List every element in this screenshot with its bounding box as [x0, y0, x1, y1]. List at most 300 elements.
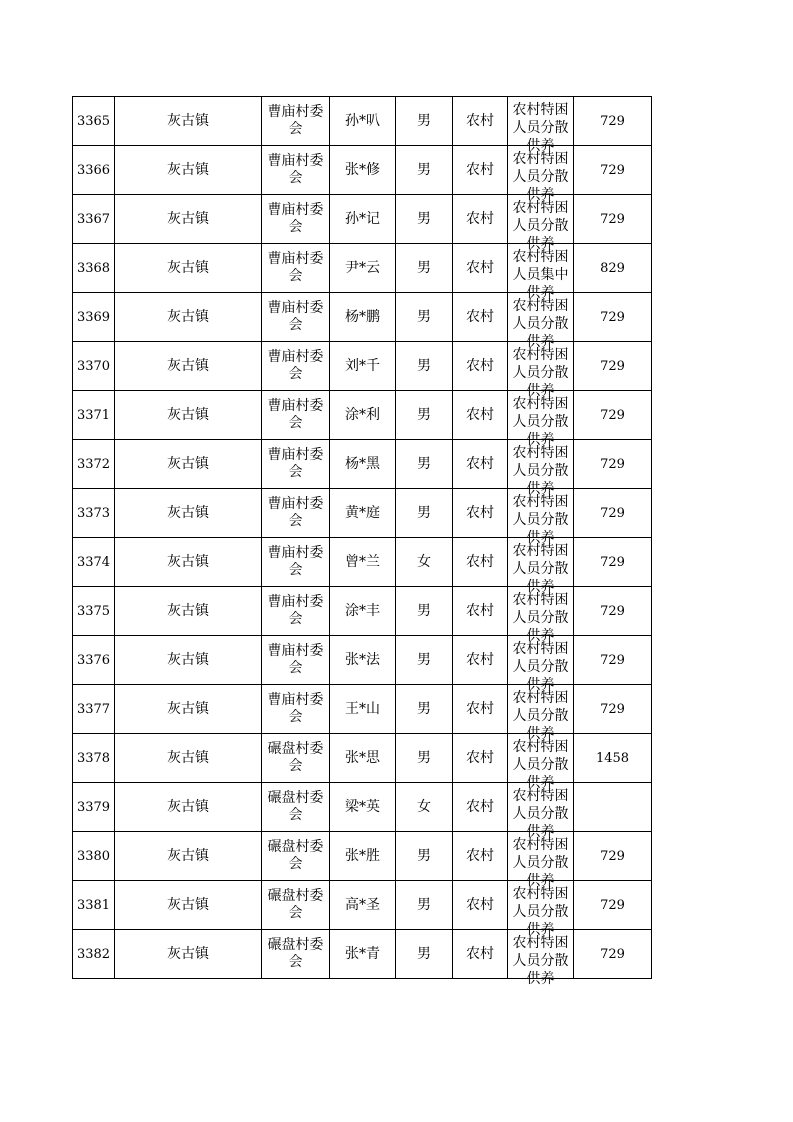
amount-cell — [574, 342, 652, 391]
residence-type: 农村 — [466, 602, 494, 619]
person-name: 刘*千 — [345, 357, 380, 374]
gender-cell — [396, 440, 453, 489]
serial-number-cell — [73, 97, 115, 146]
person-name: 孙*叭 — [345, 112, 380, 129]
serial-number: 3365 — [76, 113, 111, 129]
village-committee: 曹庙村委会 — [267, 398, 324, 431]
serial-number: 3374 — [76, 554, 111, 570]
residence-type: 农村 — [466, 945, 494, 962]
gender-cell — [396, 685, 453, 734]
gender-cell — [396, 146, 453, 195]
village-committee-cell — [262, 195, 330, 244]
village-committee: 曹庙村委会 — [267, 202, 324, 235]
serial-number: 3366 — [76, 162, 111, 178]
person-name-cell — [330, 342, 396, 391]
village-committee: 碾盘村委会 — [267, 888, 324, 921]
amount: 729 — [600, 407, 625, 423]
village-committee: 曹庙村委会 — [267, 496, 324, 529]
gender: 男 — [417, 504, 431, 521]
person-name-cell — [330, 293, 396, 342]
residence-type-cell — [453, 342, 508, 391]
serial-number: 3380 — [76, 848, 111, 864]
residence-type-cell — [453, 685, 508, 734]
gender: 男 — [417, 308, 431, 325]
amount-cell — [574, 244, 652, 293]
town-cell — [115, 97, 262, 146]
town-cell — [115, 538, 262, 587]
support-category-cell — [508, 734, 574, 791]
person-name-cell — [330, 440, 396, 489]
residence-type: 农村 — [466, 357, 494, 374]
gender-cell — [396, 930, 453, 979]
village-committee-cell — [262, 930, 330, 979]
support-category-cell — [508, 195, 574, 252]
village-committee-cell — [262, 97, 330, 146]
residence-type: 农村 — [466, 455, 494, 472]
residence-type: 农村 — [466, 749, 494, 766]
town-name: 灰古镇 — [167, 602, 209, 619]
village-committee-cell — [262, 538, 330, 587]
serial-number-cell — [73, 195, 115, 244]
amount: 729 — [600, 701, 625, 717]
residence-type-cell — [453, 97, 508, 146]
table-row — [73, 587, 652, 636]
gender-cell — [396, 832, 453, 881]
town-name: 灰古镇 — [167, 406, 209, 423]
gender: 男 — [417, 259, 431, 276]
gender: 男 — [417, 700, 431, 717]
serial-number: 3382 — [76, 946, 111, 962]
table-row — [73, 636, 652, 685]
town-cell — [115, 930, 262, 979]
residence-type-cell — [453, 832, 508, 881]
serial-number-cell — [73, 685, 115, 734]
amount-cell — [574, 146, 652, 195]
town-name: 灰古镇 — [167, 308, 209, 325]
serial-number: 3368 — [76, 260, 111, 276]
person-name: 高*圣 — [345, 896, 380, 913]
gender-cell — [396, 391, 453, 440]
serial-number: 3373 — [76, 505, 111, 521]
table-row — [73, 685, 652, 734]
village-committee-cell — [262, 685, 330, 734]
table-row — [73, 832, 652, 881]
village-committee: 曹庙村委会 — [267, 545, 324, 578]
support-category: 农村特困人员分散供养 — [512, 837, 569, 889]
residence-type: 农村 — [466, 700, 494, 717]
support-category: 农村特困人员分散供养 — [512, 200, 569, 252]
table-row — [73, 734, 652, 783]
person-name-cell — [330, 489, 396, 538]
person-name-cell — [330, 832, 396, 881]
amount: 829 — [600, 260, 625, 276]
village-committee: 曹庙村委会 — [267, 300, 324, 333]
village-committee-cell — [262, 244, 330, 293]
town-cell — [115, 293, 262, 342]
gender-cell — [396, 587, 453, 636]
village-committee: 曹庙村委会 — [267, 104, 324, 137]
person-name: 孙*记 — [345, 210, 380, 227]
serial-number-cell — [73, 342, 115, 391]
person-name: 张*法 — [345, 651, 380, 668]
town-cell — [115, 489, 262, 538]
town-cell — [115, 881, 262, 930]
support-category-cell — [508, 293, 574, 350]
amount-cell — [574, 587, 652, 636]
serial-number-cell — [73, 489, 115, 538]
gender-cell — [396, 489, 453, 538]
beneficiary-table — [72, 96, 652, 987]
town-name: 灰古镇 — [167, 896, 209, 913]
town-name: 灰古镇 — [167, 210, 209, 227]
village-committee: 曹庙村委会 — [267, 643, 324, 676]
town-cell — [115, 146, 262, 195]
gender: 男 — [417, 161, 431, 178]
gender-cell — [396, 783, 453, 832]
serial-number: 3378 — [76, 750, 111, 766]
support-category: 农村特困人员分散供养 — [512, 592, 569, 644]
support-category: 农村特困人员分散供养 — [512, 445, 569, 497]
amount-cell — [574, 685, 652, 734]
amount-cell — [574, 293, 652, 342]
residence-type-cell — [453, 587, 508, 636]
support-category: 农村特困人员分散供养 — [512, 739, 569, 791]
amount-cell — [574, 195, 652, 244]
residence-type-cell — [453, 783, 508, 832]
amount: 729 — [600, 603, 625, 619]
residence-type: 农村 — [466, 406, 494, 423]
village-committee-cell — [262, 342, 330, 391]
serial-number-cell — [73, 391, 115, 440]
person-name-cell — [330, 146, 396, 195]
village-committee: 曹庙村委会 — [267, 153, 324, 186]
village-committee-cell — [262, 832, 330, 881]
amount-cell — [574, 97, 652, 146]
support-category: 农村特困人员分散供养 — [512, 494, 569, 546]
gender: 男 — [417, 602, 431, 619]
residence-type-cell — [453, 293, 508, 342]
support-category: 农村特困人员分散供养 — [512, 788, 569, 840]
village-committee-cell — [262, 587, 330, 636]
serial-number-cell — [73, 783, 115, 832]
gender-cell — [396, 97, 453, 146]
village-committee-cell — [262, 489, 330, 538]
support-category: 农村特困人员分散供养 — [512, 102, 569, 154]
residence-type-cell — [453, 391, 508, 440]
person-name-cell — [330, 783, 396, 832]
person-name-cell — [330, 685, 396, 734]
town-cell — [115, 734, 262, 783]
village-committee: 碾盘村委会 — [267, 937, 324, 970]
village-committee: 曹庙村委会 — [267, 447, 324, 480]
serial-number-cell — [73, 146, 115, 195]
town-name: 灰古镇 — [167, 455, 209, 472]
support-category-cell — [508, 881, 574, 938]
table-row — [73, 783, 652, 832]
person-name: 尹*云 — [345, 259, 380, 276]
gender: 男 — [417, 896, 431, 913]
person-name: 张*胜 — [345, 847, 380, 864]
residence-type: 农村 — [466, 112, 494, 129]
town-name: 灰古镇 — [167, 651, 209, 668]
town-cell — [115, 783, 262, 832]
town-name: 灰古镇 — [167, 259, 209, 276]
amount: 729 — [600, 554, 625, 570]
village-committee-cell — [262, 734, 330, 783]
residence-type-cell — [453, 734, 508, 783]
residence-type: 农村 — [466, 308, 494, 325]
support-category: 农村特困人员分散供养 — [512, 347, 569, 399]
village-committee: 曹庙村委会 — [267, 594, 324, 627]
amount: 729 — [600, 848, 625, 864]
table-row — [73, 538, 652, 587]
person-name-cell — [330, 195, 396, 244]
village-committee-cell — [262, 783, 330, 832]
support-category: 农村特困人员分散供养 — [512, 886, 569, 938]
amount: 729 — [600, 897, 625, 913]
table-row — [73, 244, 652, 293]
table-row — [73, 293, 652, 342]
serial-number-cell — [73, 832, 115, 881]
amount: 729 — [600, 211, 625, 227]
residence-type-cell — [453, 881, 508, 930]
town-cell — [115, 342, 262, 391]
person-name-cell — [330, 97, 396, 146]
amount-cell — [574, 538, 652, 587]
town-name: 灰古镇 — [167, 553, 209, 570]
gender-cell — [396, 538, 453, 587]
village-committee-cell — [262, 293, 330, 342]
serial-number-cell — [73, 244, 115, 293]
residence-type: 农村 — [466, 553, 494, 570]
gender-cell — [396, 195, 453, 244]
support-category-cell — [508, 636, 574, 693]
support-category-cell — [508, 342, 574, 399]
amount: 729 — [600, 162, 625, 178]
serial-number: 3376 — [76, 652, 111, 668]
gender: 男 — [417, 357, 431, 374]
person-name: 曾*兰 — [345, 553, 380, 570]
town-cell — [115, 195, 262, 244]
support-category: 农村特困人员集中供养 — [512, 249, 569, 301]
person-name: 杨*黑 — [345, 455, 380, 472]
person-name-cell — [330, 538, 396, 587]
serial-number: 3372 — [76, 456, 111, 472]
amount-cell — [574, 832, 652, 881]
person-name: 黄*庭 — [345, 504, 380, 521]
gender-cell — [396, 293, 453, 342]
support-category-cell — [508, 244, 574, 301]
residence-type: 农村 — [466, 504, 494, 521]
town-name: 灰古镇 — [167, 161, 209, 178]
gender: 男 — [417, 455, 431, 472]
support-category-cell — [508, 587, 574, 644]
serial-number-cell — [73, 636, 115, 685]
residence-type: 农村 — [466, 651, 494, 668]
gender-cell — [396, 636, 453, 685]
town-name: 灰古镇 — [167, 357, 209, 374]
residence-type: 农村 — [466, 896, 494, 913]
serial-number: 3371 — [76, 407, 111, 423]
gender: 男 — [417, 945, 431, 962]
serial-number: 3370 — [76, 358, 111, 374]
amount: 729 — [600, 309, 625, 325]
amount-cell — [574, 881, 652, 930]
village-committee: 曹庙村委会 — [267, 251, 324, 284]
town-cell — [115, 440, 262, 489]
table-body — [73, 97, 652, 987]
town-cell — [115, 832, 262, 881]
town-name: 灰古镇 — [167, 798, 209, 815]
person-name: 涂*利 — [345, 406, 380, 423]
table-row — [73, 930, 652, 979]
gender: 男 — [417, 749, 431, 766]
support-category: 农村特困人员分散供养 — [512, 641, 569, 693]
town-cell — [115, 391, 262, 440]
person-name-cell — [330, 244, 396, 293]
table-row — [73, 146, 652, 195]
residence-type-cell — [453, 244, 508, 293]
table-row — [73, 881, 652, 930]
support-category-cell — [508, 146, 574, 203]
support-category-cell — [508, 489, 574, 546]
village-committee: 曹庙村委会 — [267, 692, 324, 725]
town-cell — [115, 244, 262, 293]
support-category: 农村特困人员分散供养 — [512, 298, 569, 350]
support-category-cell — [508, 930, 574, 987]
person-name-cell — [330, 391, 396, 440]
gender: 女 — [417, 553, 431, 570]
town-cell — [115, 636, 262, 685]
person-name-cell — [330, 587, 396, 636]
support-category-cell — [508, 832, 574, 889]
support-category-cell — [508, 685, 574, 742]
support-category: 农村特困人员分散供养 — [512, 151, 569, 203]
serial-number-cell — [73, 293, 115, 342]
amount: 1458 — [595, 750, 630, 766]
serial-number-cell — [73, 881, 115, 930]
residence-type-cell — [453, 440, 508, 489]
town-name: 灰古镇 — [167, 847, 209, 864]
person-name: 涂*丰 — [345, 602, 380, 619]
residence-type: 农村 — [466, 847, 494, 864]
serial-number-cell — [73, 538, 115, 587]
support-category-cell — [508, 391, 574, 448]
amount-cell — [574, 783, 652, 832]
village-committee: 碾盘村委会 — [267, 839, 324, 872]
person-name: 杨*鹏 — [345, 308, 380, 325]
residence-type: 农村 — [466, 161, 494, 178]
village-committee: 曹庙村委会 — [267, 349, 324, 382]
table-row — [73, 489, 652, 538]
serial-number: 3375 — [76, 603, 111, 619]
serial-number-cell — [73, 587, 115, 636]
village-committee: 碾盘村委会 — [267, 741, 324, 774]
table-row — [73, 195, 652, 244]
town-cell — [115, 587, 262, 636]
residence-type-cell — [453, 636, 508, 685]
gender: 女 — [417, 798, 431, 815]
support-category: 农村特困人员分散供养 — [512, 690, 569, 742]
residence-type: 农村 — [466, 259, 494, 276]
amount: 729 — [600, 505, 625, 521]
residence-type-cell — [453, 538, 508, 587]
amount: 729 — [600, 456, 625, 472]
person-name: 王*山 — [345, 700, 380, 717]
gender-cell — [396, 734, 453, 783]
table-row — [73, 391, 652, 440]
gender: 男 — [417, 847, 431, 864]
amount-cell — [574, 734, 652, 783]
serial-number: 3381 — [76, 897, 111, 913]
gender-cell — [396, 244, 453, 293]
amount: 729 — [600, 946, 625, 962]
residence-type-cell — [453, 489, 508, 538]
village-committee-cell — [262, 881, 330, 930]
person-name-cell — [330, 881, 396, 930]
support-category-cell — [508, 440, 574, 497]
serial-number-cell — [73, 930, 115, 979]
residence-type: 农村 — [466, 210, 494, 227]
gender: 男 — [417, 651, 431, 668]
town-name: 灰古镇 — [167, 700, 209, 717]
serial-number: 3367 — [76, 211, 111, 227]
village-committee-cell — [262, 440, 330, 489]
residence-type: 农村 — [466, 798, 494, 815]
village-committee-cell — [262, 391, 330, 440]
town-cell — [115, 685, 262, 734]
person-name-cell — [330, 636, 396, 685]
village-committee: 碾盘村委会 — [267, 790, 324, 823]
amount-cell — [574, 636, 652, 685]
serial-number-cell — [73, 734, 115, 783]
gender: 男 — [417, 406, 431, 423]
gender-cell — [396, 342, 453, 391]
town-name: 灰古镇 — [167, 749, 209, 766]
support-category: 农村特困人员分散供养 — [512, 543, 569, 595]
gender-cell — [396, 881, 453, 930]
serial-number: 3377 — [76, 701, 111, 717]
person-name: 张*青 — [345, 945, 380, 962]
gender: 男 — [417, 210, 431, 227]
support-category-cell — [508, 538, 574, 595]
village-committee-cell — [262, 146, 330, 195]
support-category-cell — [508, 783, 574, 840]
village-committee-cell — [262, 636, 330, 685]
serial-number: 3369 — [76, 309, 111, 325]
table-row — [73, 342, 652, 391]
town-name: 灰古镇 — [167, 504, 209, 521]
support-category: 农村特困人员分散供养 — [512, 935, 569, 987]
town-name: 灰古镇 — [167, 112, 209, 129]
town-name: 灰古镇 — [167, 945, 209, 962]
person-name: 张*思 — [345, 749, 380, 766]
amount-cell — [574, 489, 652, 538]
serial-number-cell — [73, 440, 115, 489]
person-name: 张*修 — [345, 161, 380, 178]
table-row — [73, 97, 652, 146]
support-category: 农村特困人员分散供养 — [512, 396, 569, 448]
residence-type-cell — [453, 195, 508, 244]
serial-number: 3379 — [76, 799, 111, 815]
amount: 729 — [600, 652, 625, 668]
amount: 729 — [600, 358, 625, 374]
amount-cell — [574, 440, 652, 489]
residence-type-cell — [453, 146, 508, 195]
person-name-cell — [330, 734, 396, 783]
person-name: 梁*英 — [345, 798, 380, 815]
residence-type-cell — [453, 930, 508, 979]
